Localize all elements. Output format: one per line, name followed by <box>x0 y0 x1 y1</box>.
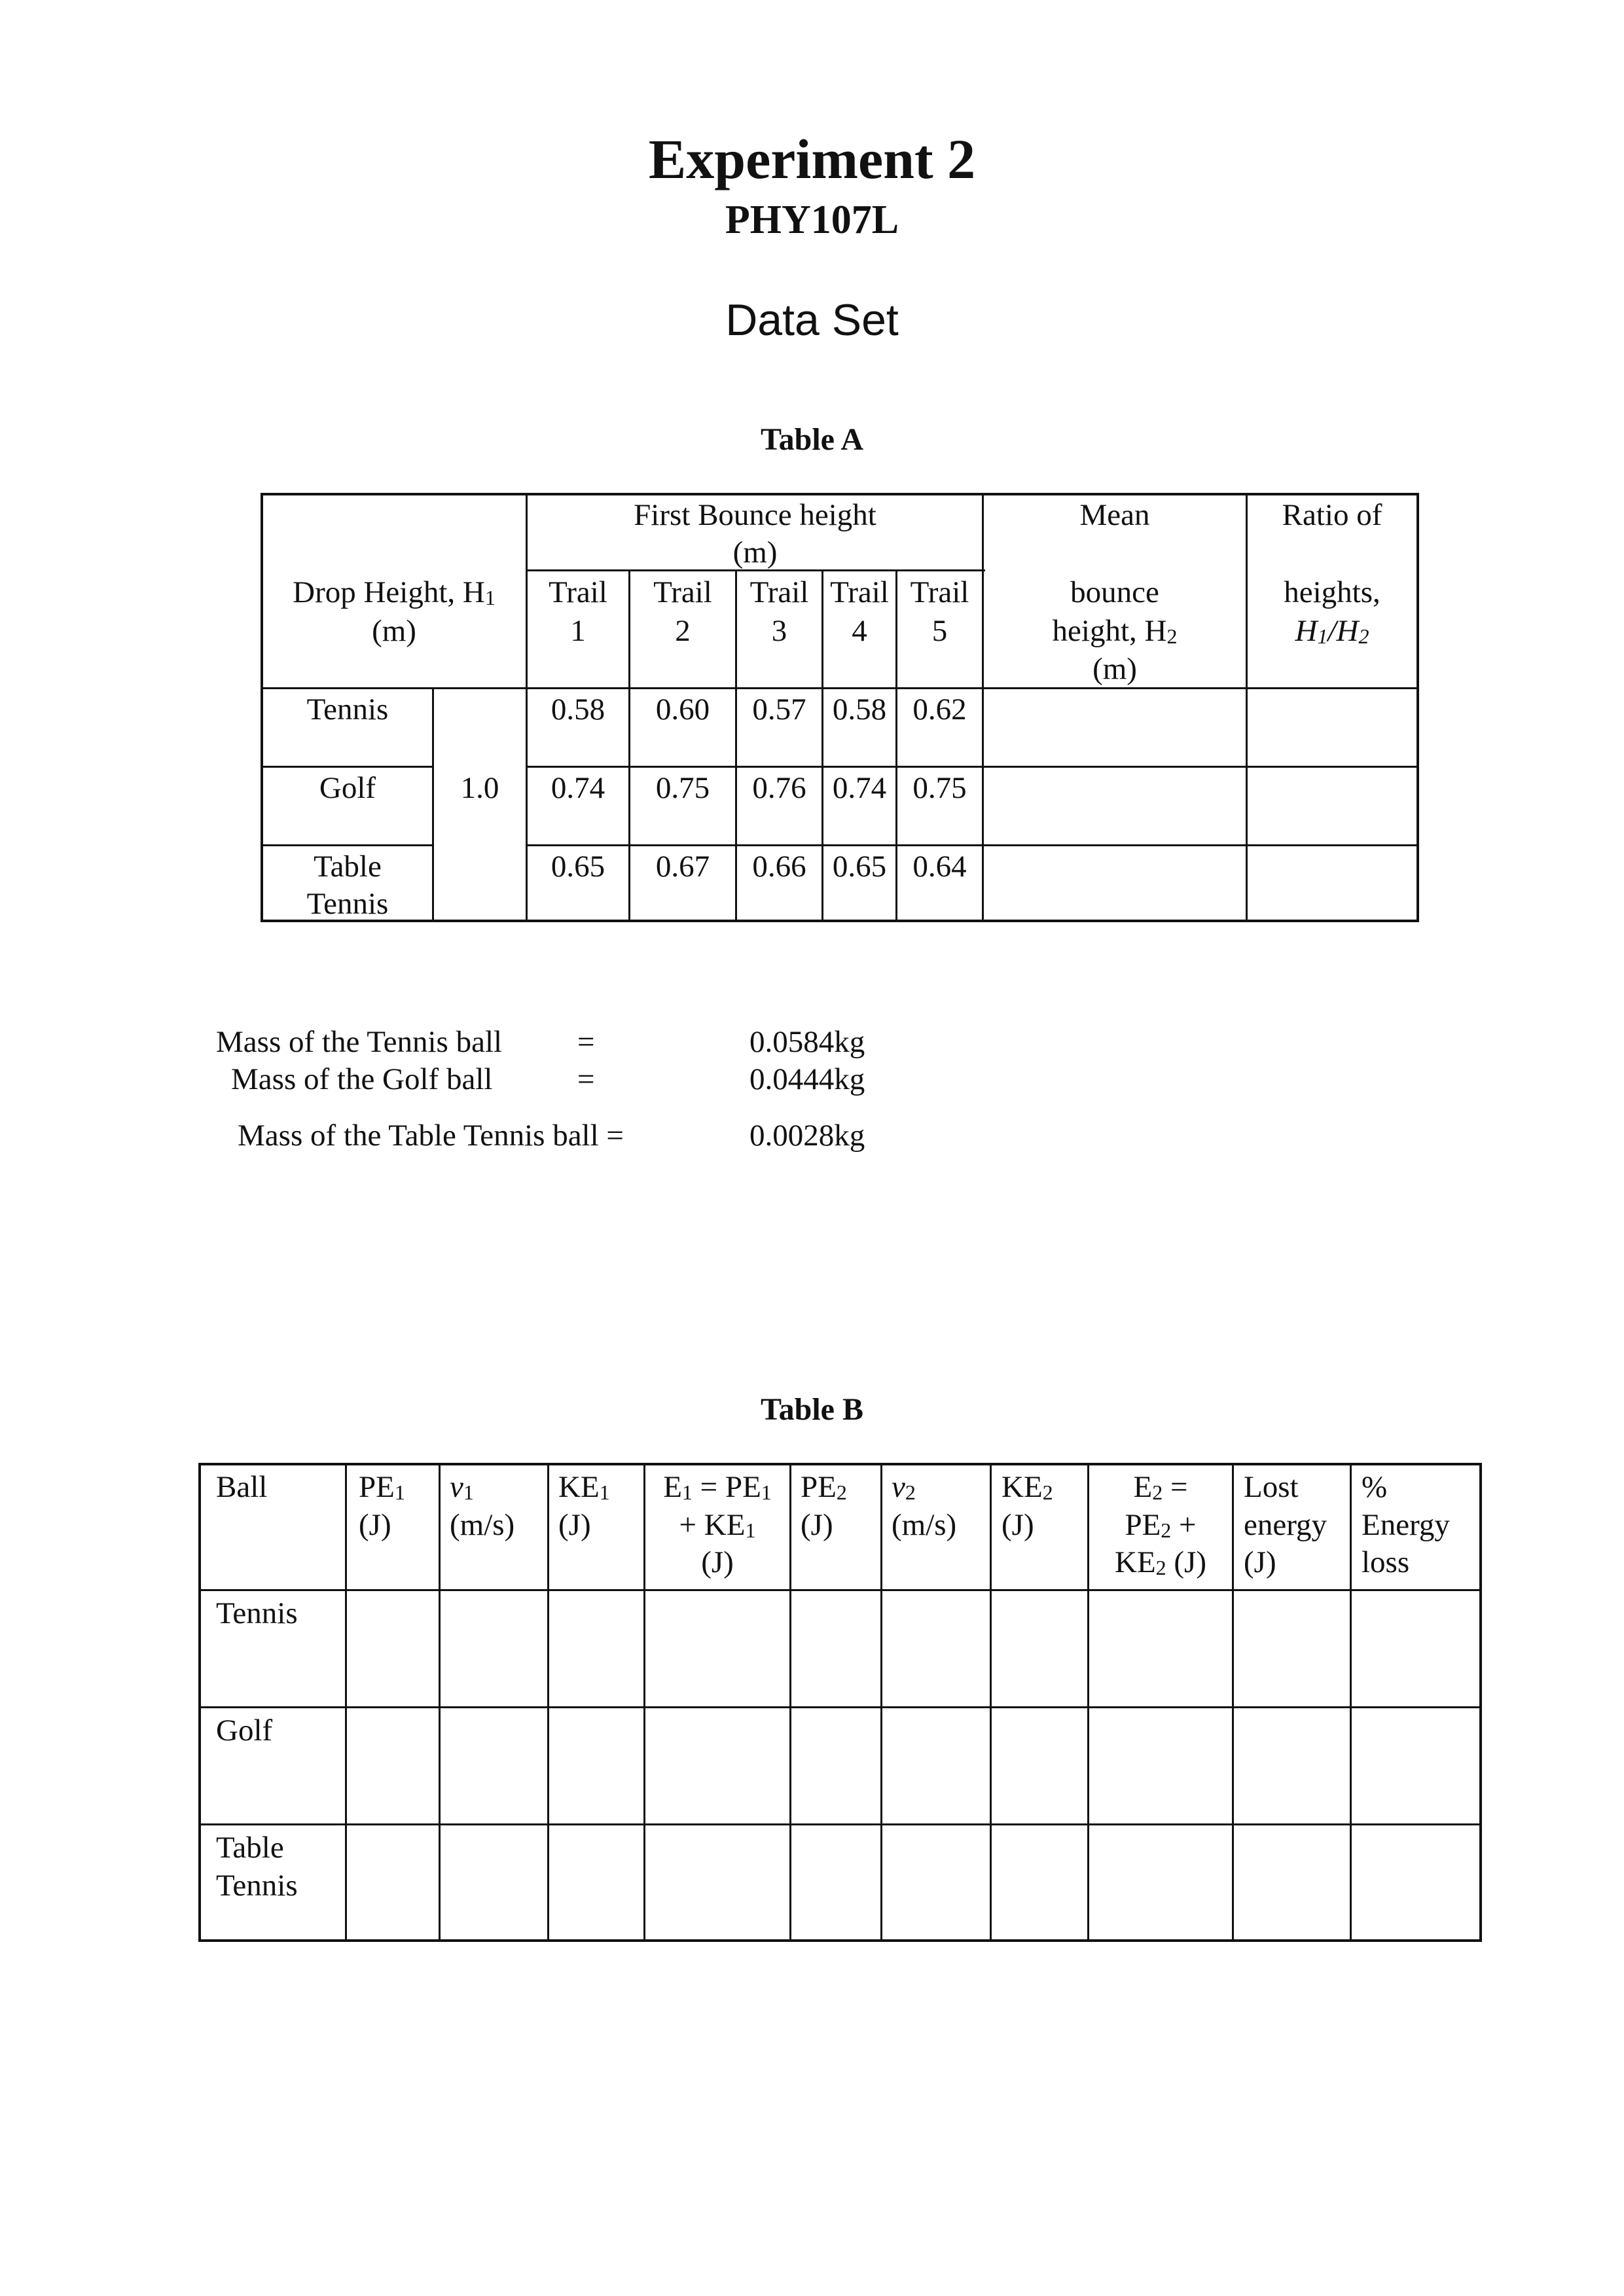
header-energy-loss-pct-line2: Energy <box>1362 1508 1450 1542</box>
table-b-border-right <box>1479 1463 1482 1942</box>
header-energy-loss-pct: % <box>1362 1470 1388 1504</box>
drop-height-header: Drop Height, H1 <box>293 575 496 609</box>
cell-value: 0.75 <box>912 771 967 805</box>
row-label-tennis: Tennis <box>306 692 389 726</box>
table-b-border-top <box>198 1463 1482 1465</box>
mass-value-tennis: 0.0584kg <box>749 1025 865 1059</box>
mass-equals: = <box>577 1062 595 1096</box>
mass-value-table-tennis: 0.0028kg <box>749 1119 865 1153</box>
header-ball: Ball <box>216 1470 268 1504</box>
mass-label-tennis: Mass of the Tennis ball <box>216 1025 503 1059</box>
cell-value: 0.65 <box>832 850 887 884</box>
first-bounce-header: First Bounce height <box>634 498 876 532</box>
header-lost-energy: Lost <box>1244 1470 1299 1504</box>
header-v1: v1 <box>450 1470 474 1504</box>
row-label-table-tennis-line2: Tennis <box>306 887 389 921</box>
drop-height-value: 1.0 <box>460 771 499 805</box>
row-label-golf: Golf <box>216 1713 273 1748</box>
header-e2: E2 = <box>1133 1470 1188 1504</box>
cell-value: 0.74 <box>832 771 887 805</box>
table-a-border-right <box>1416 493 1419 922</box>
row-label-table-tennis: Table <box>314 850 382 884</box>
header-e1: E1 = PE1 <box>663 1470 772 1504</box>
header-v2: v2 <box>892 1470 916 1504</box>
table-b-rule <box>990 1463 992 1942</box>
header-pe2-unit: (J) <box>801 1508 833 1542</box>
table-b-rule <box>345 1463 347 1942</box>
header-lost-energy-line2: energy <box>1244 1508 1327 1542</box>
page-subtitle: Data Set <box>725 295 899 345</box>
header-energy-loss-pct-line3: loss <box>1362 1545 1410 1579</box>
table-b-rule <box>789 1463 791 1942</box>
trial-2-header: Trail <box>653 575 712 609</box>
header-ke2: KE2 <box>1001 1470 1053 1504</box>
table-b-rule <box>198 1589 1482 1591</box>
table-a-rule <box>261 844 433 846</box>
ratio-header: Ratio of <box>1282 498 1382 532</box>
table-b-border-bottom <box>198 1939 1482 1942</box>
course-code: PHY107L <box>725 198 899 242</box>
mass-label-table-tennis: Mass of the Table Tennis ball = <box>238 1119 624 1153</box>
header-e1-line2: + KE1 <box>679 1508 756 1542</box>
first-bounce-unit: (m) <box>732 535 778 569</box>
table-a-caption: Table A <box>761 422 863 457</box>
cell-value: 0.58 <box>550 692 605 726</box>
header-pe2: PE2 <box>801 1470 847 1504</box>
header-pe1: PE1 <box>359 1470 405 1504</box>
cell-value: 0.57 <box>752 692 806 726</box>
trial-3-header: Trail <box>749 575 809 609</box>
table-b-rule <box>198 1706 1482 1708</box>
table-b-rule <box>439 1463 441 1942</box>
header-e2-line2: PE2 + <box>1125 1508 1197 1542</box>
header-e2-line3: KE2 (J) <box>1115 1545 1206 1579</box>
header-v2-unit: (m/s) <box>892 1508 957 1542</box>
trial-1-header: Trail <box>549 575 607 609</box>
table-b-rule <box>1232 1463 1234 1942</box>
ratio-header-line2: heights, <box>1284 575 1380 609</box>
cell-value: 0.64 <box>912 850 967 884</box>
header-ke2-unit: (J) <box>1001 1508 1034 1542</box>
ratio-header-formula: H1/H2 <box>1295 614 1369 648</box>
mean-header: Mean <box>1079 498 1150 532</box>
trial-3-number: 3 <box>771 614 787 648</box>
header-e1-unit: (J) <box>701 1545 734 1579</box>
header-pe1-unit: (J) <box>359 1508 391 1542</box>
mean-header-line3: height, H2 <box>1052 614 1178 648</box>
trial-4-header: Trail <box>830 575 889 609</box>
header-ke1: KE1 <box>558 1470 610 1504</box>
cell-value: 0.60 <box>655 692 710 726</box>
row-label-tennis: Tennis <box>216 1596 298 1630</box>
cell-value: 0.75 <box>655 771 710 805</box>
table-b-border-left <box>198 1463 201 1942</box>
table-a-rule <box>1246 493 1248 921</box>
cell-value: 0.58 <box>832 692 887 726</box>
drop-height-unit: (m) <box>372 614 416 648</box>
table-a-rule <box>261 766 433 768</box>
row-label-golf: Golf <box>319 771 376 805</box>
trial-1-number: 1 <box>570 614 586 648</box>
table-a-rule <box>527 766 1419 768</box>
header-v1-unit: (m/s) <box>450 1508 515 1542</box>
trial-5-header: Trail <box>910 575 969 609</box>
cell-value: 0.65 <box>550 850 605 884</box>
table-a-rule <box>527 844 1419 846</box>
trial-5-number: 5 <box>931 614 948 648</box>
trial-2-number: 2 <box>675 614 691 648</box>
page-title: Experiment 2 <box>648 128 976 190</box>
row-label-table-tennis: Table <box>216 1831 284 1865</box>
table-b-rule <box>880 1463 882 1942</box>
mean-header-line2: bounce <box>1070 575 1159 609</box>
table-b-rule <box>198 1823 1482 1825</box>
mass-label-golf: Mass of the Golf ball <box>231 1062 493 1096</box>
table-b-rule <box>547 1463 549 1942</box>
cell-value: 0.76 <box>752 771 806 805</box>
row-label-table-tennis-line2: Tennis <box>216 1869 298 1903</box>
table-b-caption: Table B <box>761 1392 863 1427</box>
header-ke1-unit: (J) <box>558 1508 591 1542</box>
cell-value: 0.67 <box>655 850 710 884</box>
header-lost-energy-unit: (J) <box>1244 1545 1276 1579</box>
mass-value-golf: 0.0444kg <box>749 1062 865 1096</box>
cell-value: 0.62 <box>912 692 967 726</box>
trial-4-number: 4 <box>852 614 867 648</box>
cell-value: 0.66 <box>752 850 806 884</box>
mass-equals: = <box>577 1025 595 1059</box>
table-b-rule <box>1350 1463 1352 1942</box>
mean-header-unit: (m) <box>1092 652 1137 686</box>
cell-value: 0.74 <box>550 771 605 805</box>
